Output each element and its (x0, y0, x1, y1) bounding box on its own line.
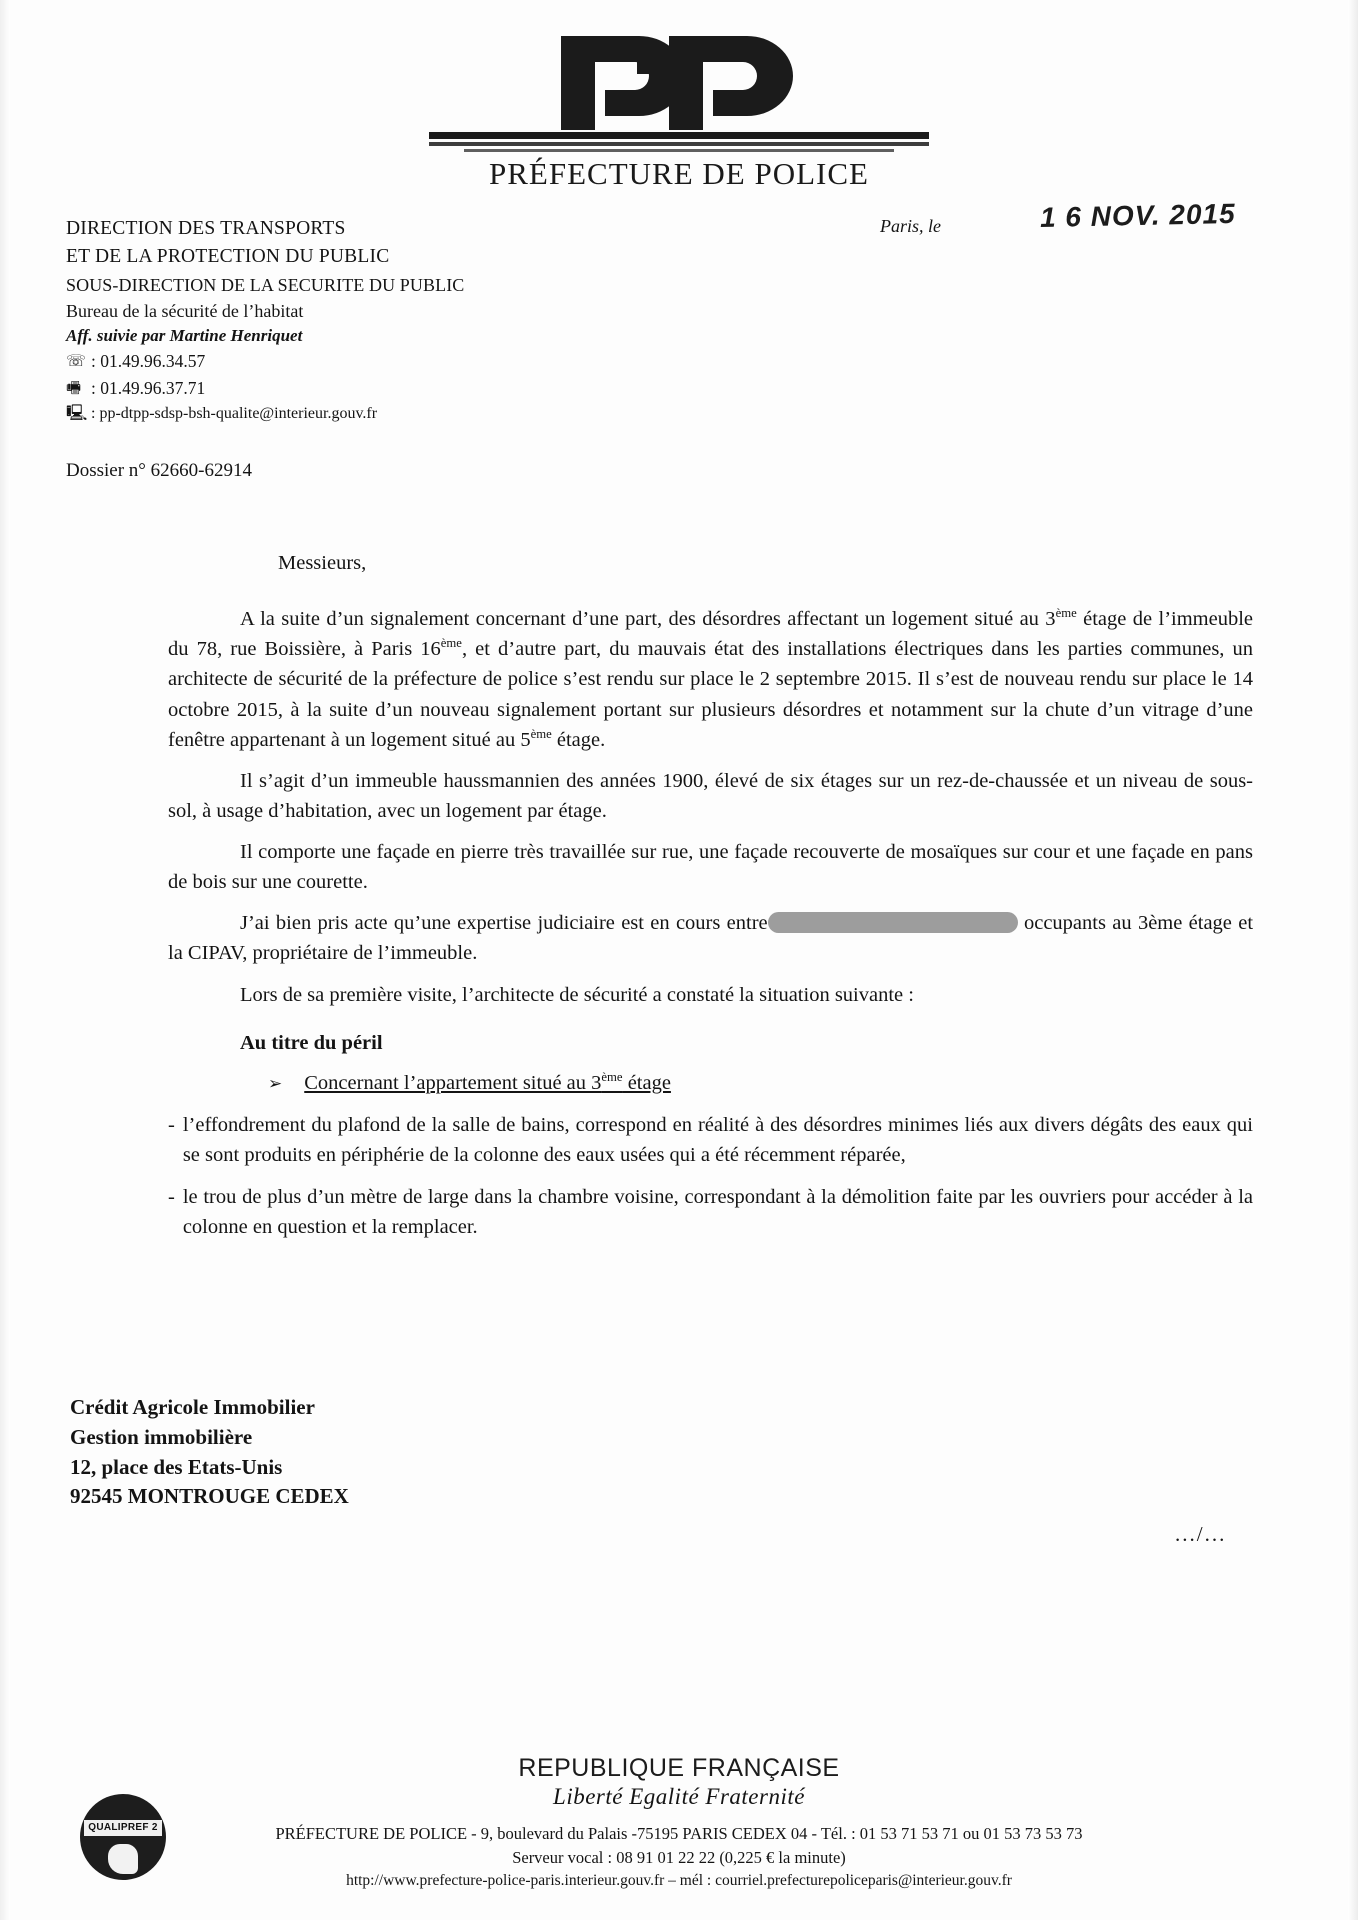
republic-title: REPUBLIQUE FRANÇAISE (518, 1753, 840, 1782)
email-line (66, 402, 464, 425)
continuation-mark: .../... (1175, 1522, 1227, 1546)
recipient-line-3: 12, place des Etats-Unis (70, 1454, 283, 1479)
list-item-text: le trou de plus d’un mètre de large dans la chambre voisine, correspondant à la démolition faite par les ouvriers pour accéder à la colonne en question et la remplacer. (182, 1186, 1253, 1239)
fax-line (66, 376, 464, 401)
fax-icon: 🖷 (66, 379, 82, 397)
letterhead (0, 30, 1358, 192)
bullet-part-a: Concernant l’appartement situé au 3 (304, 1071, 602, 1094)
redaction-bar (768, 912, 1018, 933)
recipient-line-1: Crédit Agricole Immobilier (70, 1395, 315, 1419)
p4-part-a: J’ai bien pris acte qu’une expertise judiciaire est en cours entre (240, 912, 768, 935)
place-date-label: Paris, le (880, 216, 941, 236)
date-stamp: 1 6 NOV. 2015 (1039, 197, 1236, 234)
p4-part-b: occupants au 3ème étage et la CIPAV, propriétaire de l’immeuble. (168, 912, 1254, 965)
prefecture-de-police-logo-icon (549, 30, 809, 130)
phone-line (66, 349, 464, 374)
footer-address: PRÉFECTURE DE POLICE - 9, boulevard du Palais -75195 PARIS CEDEX 04 - Tél. : 01 53 71 53 71 ou 01 53 73 53 73 (275, 1823, 1083, 1843)
badge-label: QUALIPREF 2 (84, 1820, 162, 1836)
bullet-sup: ème (601, 1069, 623, 1084)
paragraph-1 (168, 604, 1253, 755)
letterhead-rules (429, 132, 929, 152)
footer-vocal-server: Serveur vocal : 08 91 01 22 22 (0,225 € la minute) (512, 1847, 846, 1867)
list-item (168, 1182, 1253, 1242)
section-title-peril: Au titre du péril (240, 1031, 383, 1054)
sender-block (66, 215, 464, 425)
letter-body (168, 548, 1253, 1254)
prefecture-title: PRÉFECTURE DE POLICE (489, 156, 869, 191)
sender-officer: Aff. suivie par Martine Henriquet (66, 325, 303, 345)
footer-url: http://www.prefecture-police-paris.interieur.gouv.fr – mél : courriel.prefecturepoliceparis@interieur.gouv.fr (346, 1871, 1012, 1889)
list-item-text: l’effondrement du plafond de la salle de bains, correspond en réalité à des désordres minimes liés aux divers dégâts des eaux qui se sont produits en périphérie de la colonne des eaux usées qui a été récemment réparée, (182, 1113, 1253, 1166)
fax-value: : 01.49.96.37.71 (91, 377, 206, 398)
paragraph-3: Il comporte une façade en pierre très travaillée sur rue, une façade recouverte de mosaïques sur cour et une façade en pans de bois sur une courette. (168, 841, 1253, 894)
bullet-heading (268, 1068, 1253, 1098)
scan-edge-left (0, 0, 10, 1920)
paragraph-4 (168, 908, 1253, 968)
dash-icon: - (168, 1113, 175, 1136)
scan-edge-right (1348, 0, 1358, 1920)
email-value: : pp-dtpp-sdsp-bsh-qualite@interieur.gouv.fr (91, 405, 378, 423)
p1-sup-1: ème (1055, 606, 1077, 621)
p1-sup-2: ème (440, 636, 462, 651)
page-footer (0, 1754, 1358, 1892)
bullet-part-b: étage (622, 1071, 671, 1094)
envelope-icon: 🖳 (66, 405, 88, 423)
dossier-number: Dossier n° 62660-62914 (66, 460, 252, 481)
salutation: Messieurs, (278, 552, 367, 574)
arrow-bullet-icon: ➢ (268, 1073, 283, 1093)
sender-bureau: Bureau de la sécurité de l’habitat (66, 300, 304, 321)
republic-motto: Liberté Egalité Fraternité (553, 1783, 805, 1809)
recipient-address (70, 1393, 349, 1512)
p1-part-d: étage. (551, 728, 606, 751)
recipient-line-2: Gestion immobilière (70, 1424, 253, 1449)
paragraph-5: Lors de sa première visite, l’architecte de sécurité a constaté la situation suivante : (240, 983, 914, 1006)
p1-sup-3: ème (530, 726, 552, 741)
paragraph-2: Il s’agit d’un immeuble haussmannien des années 1900, élevé de six étages sur un rez-de-chaussée et un niveau de sous-sol, à usage d’habitation, avec un logement par étage. (168, 769, 1253, 822)
dash-icon: - (168, 1186, 175, 1209)
sender-line-2: ET DE LA PROTECTION DU PUBLIC (66, 246, 390, 268)
list-item (168, 1110, 1253, 1170)
recipient-line-4: 92545 MONTROUGE CEDEX (70, 1484, 349, 1509)
bullet-heading-text (304, 1068, 671, 1098)
p1-part-a: A la suite d’un signalement concernant d’une part, des désordres affectant un logement situé au 3 (240, 608, 1056, 631)
p1-part-c: , et d’autre part, du mauvais état des installations électriques dans les parties communes, un architecte de sécurité de la préfecture de police s’est rendu sur place le 2 septembre 2015. Il s’est de nouveau rendu sur place le 14 octobre 2015, à la suite d’un nouveau signalement portant sur plusieurs désordres et notamment sur la chute d’un vitrage d’une fenêtre appartenant à un logement situé au 5 (168, 638, 1253, 751)
telephone-icon: ☏ (66, 353, 87, 371)
sender-line-1: DIRECTION DES TRANSPORTS (66, 218, 346, 239)
phone-value: : 01.49.96.34.57 (91, 351, 206, 372)
p1-part-b: étage de l’immeuble du 78, rue Boissière, à Paris 16 (168, 608, 1253, 661)
sender-line-3: SOUS-DIRECTION DE LA SECURITE DU PUBLIC (66, 274, 465, 295)
